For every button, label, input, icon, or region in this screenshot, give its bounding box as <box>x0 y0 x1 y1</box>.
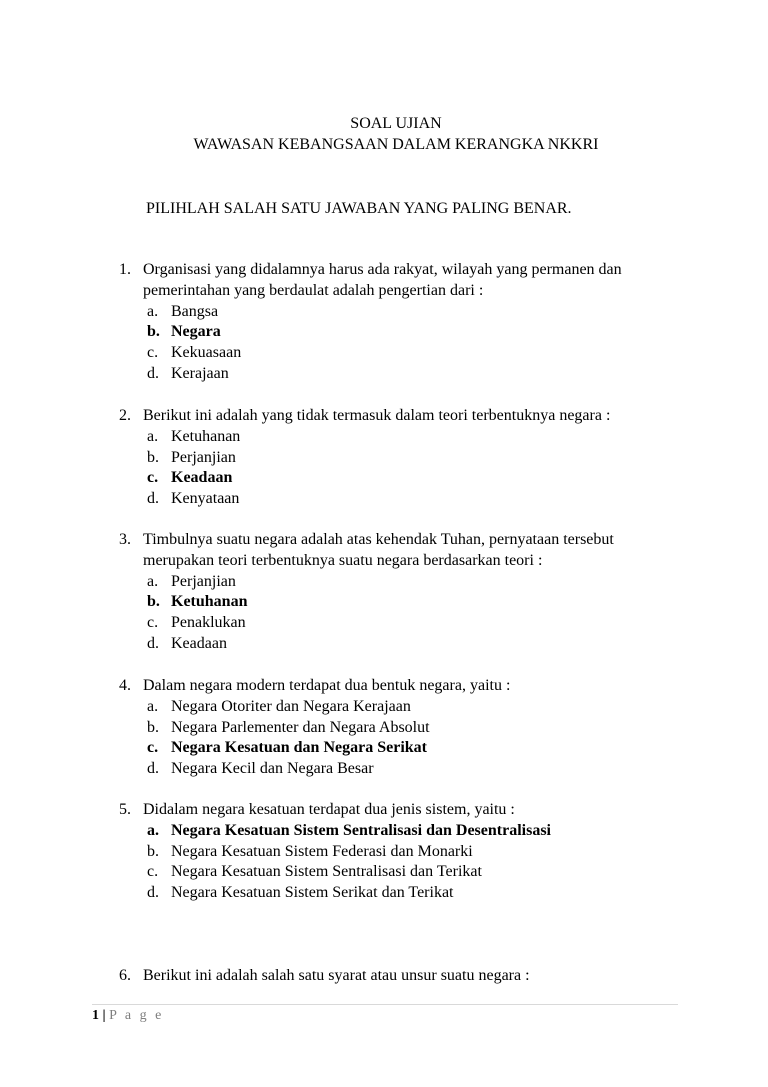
question-text: Didalam negara kesatuan terdapat dua jenis sistem, yaitu : <box>143 801 515 818</box>
option-text: Bangsa <box>171 302 219 320</box>
answer-option <box>147 489 679 510</box>
answer-option <box>147 883 679 904</box>
option-letter: a. <box>147 427 159 445</box>
option-text: Keadaan <box>171 634 227 652</box>
answer-option <box>147 302 679 323</box>
option-letter: b. <box>147 718 159 736</box>
answer-option <box>147 718 679 739</box>
answer-option <box>147 572 679 593</box>
question-number: 5. <box>119 801 131 818</box>
question-number: 3. <box>119 531 131 548</box>
answer-options <box>147 572 679 655</box>
footer-separator: | <box>102 1008 106 1023</box>
question-text: Timbulnya suatu negara adalah atas kehendak Tuhan, pernyataan tersebut merupakan teori terbentuknya suatu negara berdasarkan teori : <box>143 531 614 569</box>
answer-option-correct <box>147 468 679 489</box>
option-text: Penaklukan <box>171 614 246 632</box>
option-text: Negara Parlementer dan Negara Absolut <box>171 718 430 736</box>
option-letter: c. <box>147 469 159 487</box>
question-item <box>119 676 679 780</box>
option-text: Kerajaan <box>171 364 229 382</box>
answer-option <box>147 613 679 634</box>
option-text: Kenyataan <box>171 490 240 508</box>
option-text: Ketuhanan <box>171 593 248 611</box>
question-number: 6. <box>119 967 131 984</box>
answer-option <box>147 448 679 469</box>
answer-option <box>147 759 679 780</box>
option-letter: d. <box>147 634 159 652</box>
option-letter: d. <box>147 490 159 508</box>
option-letter: c. <box>147 739 159 757</box>
page-footer <box>92 1007 164 1025</box>
page-label: P a g e <box>109 1008 164 1023</box>
answer-options <box>147 302 679 385</box>
option-letter: b. <box>147 593 160 611</box>
option-letter: d. <box>147 364 159 382</box>
option-text: Perjanjian <box>171 572 236 590</box>
option-letter: c. <box>147 863 159 881</box>
option-letter: b. <box>147 323 160 341</box>
question-text: Berikut ini adalah yang tidak termasuk dalam teori terbentuknya negara : <box>143 407 611 424</box>
answer-option-correct <box>147 821 679 842</box>
footer-divider <box>92 1004 678 1005</box>
option-text: Ketuhanan <box>171 427 241 445</box>
option-text: Negara Kesatuan dan Negara Serikat <box>171 739 427 757</box>
option-letter: c. <box>147 614 159 632</box>
answer-option <box>147 862 679 883</box>
option-letter: a. <box>147 821 159 839</box>
page-number: 1 <box>92 1008 99 1023</box>
answer-option <box>147 842 679 863</box>
option-text: Negara Otoriter dan Negara Kerajaan <box>171 697 411 715</box>
answer-option <box>147 427 679 448</box>
option-text: Negara Kesatuan Sistem Serikat dan Terikat <box>171 884 454 902</box>
answer-option <box>147 343 679 364</box>
question-number: 2. <box>119 407 131 424</box>
question-item <box>119 406 679 510</box>
answer-option-correct <box>147 592 679 613</box>
option-letter: a. <box>147 697 159 715</box>
option-text: Keadaan <box>171 469 233 487</box>
option-text: Negara Kecil dan Negara Besar <box>171 760 374 778</box>
answer-option <box>147 364 679 385</box>
question-text: Berikut ini adalah salah satu syarat atau unsur suatu negara : <box>143 967 530 984</box>
question-text: Dalam negara modern terdapat dua bentuk negara, yaitu : <box>143 677 511 694</box>
answer-option-correct <box>147 738 679 759</box>
question-number: 1. <box>119 261 131 278</box>
option-text: Negara Kesatuan Sistem Sentralisasi dan Desentralisasi <box>171 821 551 839</box>
option-text: Negara <box>171 323 221 341</box>
exam-title: SOAL UJIAN <box>350 115 442 132</box>
instruction-text: PILIHLAH SALAH SATU JAWABAN YANG PALING BENAR. <box>146 200 572 217</box>
question-item <box>119 800 679 904</box>
answer-options <box>147 427 679 510</box>
answer-options <box>147 697 679 780</box>
answer-option <box>147 697 679 718</box>
answer-option <box>147 634 679 655</box>
question-item <box>119 530 679 655</box>
option-letter: b. <box>147 448 159 466</box>
option-text: Kekuasaan <box>171 344 242 362</box>
option-letter: a. <box>147 572 159 590</box>
question-item <box>119 260 679 385</box>
answer-option-correct <box>147 322 679 343</box>
option-letter: d. <box>147 760 159 778</box>
option-text: Negara Kesatuan Sistem Sentralisasi dan Terikat <box>171 863 482 881</box>
option-letter: d. <box>147 884 159 902</box>
option-letter: c. <box>147 344 159 362</box>
option-text: Perjanjian <box>171 448 236 466</box>
exam-subtitle: WAWASAN KEBANGSAAN DALAM KERANGKA NKKRI <box>193 136 599 153</box>
option-letter: b. <box>147 842 159 860</box>
question-item <box>119 966 679 987</box>
question-text: Organisasi yang didalamnya harus ada rakyat, wilayah yang permanen dan pemerintahan yang berdaulat adalah pengertian dari : <box>143 261 622 299</box>
question-number: 4. <box>119 677 131 694</box>
option-letter: a. <box>147 302 159 320</box>
option-text: Negara Kesatuan Sistem Federasi dan Monarki <box>171 842 473 860</box>
answer-options <box>147 821 679 904</box>
